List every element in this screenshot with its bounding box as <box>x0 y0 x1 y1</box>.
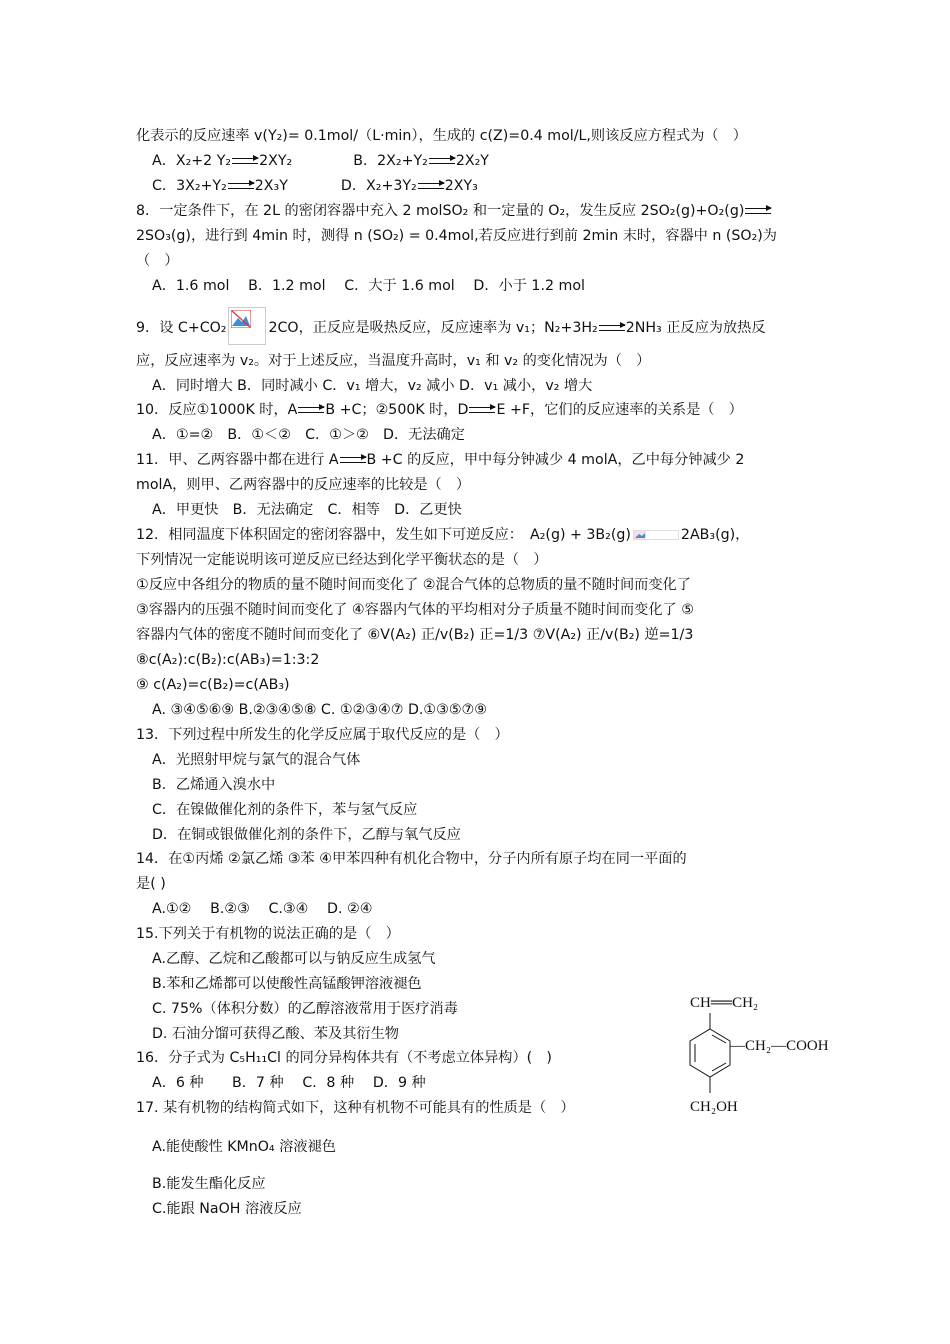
broken-image-icon <box>633 530 679 540</box>
q12-item-line3: ①反应中各组分的物质的量不随时间而变化了 ②混合气体的总物质的量不随时间而变化了 <box>136 577 691 593</box>
q13-stem: 13．下列过程中所发生的化学反应属于取代反应的是（ ） <box>136 727 509 743</box>
equilibrium-arrow-icon <box>745 207 771 215</box>
q16-stem: 16．分子式为 C₅H₁₁Cl 的同分异构体共有（不考虑立体异构）( ) <box>136 1050 552 1066</box>
q7-option-d: D．X₂+3Y₂ 2XY₃ <box>340 178 478 194</box>
q12-item-line7: ⑨ c(A₂)=c(B₂)=c(AB₃) <box>136 677 290 693</box>
q7-option-a: A．X₂+2 Y₂ 2XY₂ <box>152 153 293 169</box>
equilibrium-arrow-icon <box>469 406 495 414</box>
q9-options: A．同时增大 B．同时减小 C．v₁ 增大，v₂ 减小 D．v₁ 减小，v₂ 增大 <box>152 378 593 394</box>
q11-stem-line2: molA，则甲、乙两容器中的反应速率的比较是（ ） <box>136 477 471 493</box>
q7-options-row2 <box>152 176 478 196</box>
q14-stem-line2: 是( ) <box>136 876 166 892</box>
structural-formula <box>672 985 852 1125</box>
equilibrium-arrow-icon <box>429 157 455 165</box>
q15-option-b: B.苯和乙烯都可以使酸性高锰酸钾溶液褪色 <box>152 976 422 992</box>
q12-stem-line1: 12．相同温度下体积固定的密闭容器中，发生如下可逆反应： A₂(g) + 3B₂(g) 2AB₃(g)， <box>136 527 750 543</box>
q10-stem: 10．反应①1000K 时，A B +C；②500K 时，D E +F，它们的反应速率的关系是（ ） <box>136 402 743 418</box>
q8-stem-line3: （ ） <box>136 253 179 269</box>
equilibrium-arrow-icon <box>599 324 625 332</box>
q15-option-d: D. 石油分馏可获得乙酸、苯及其衍生物 <box>152 1026 399 1042</box>
q8-options: A．1.6 mol B．1.2 mol C．大于 1.6 mol D．小于 1.2 mol <box>152 278 585 294</box>
broken-image-icon <box>228 307 266 345</box>
q12-item-line6: ⑧c(A₂):c(B₂):c(AB₃)=1:3:2 <box>136 652 320 668</box>
equilibrium-arrow-icon <box>298 406 324 414</box>
q12-item-line5: 容器内气体的密度不随时间而变化了 ⑥V(A₂) 正/v(B₂) 正=1/3 ⑦V(A₂) 正/v(B₂) 逆=1/3 <box>136 627 694 643</box>
benzene-ring-icon <box>690 1029 730 1077</box>
q11-stem-line1: 11．甲、乙两容器中都在进行 A B +C 的反应，甲中每分钟减少 4 molA，乙中每分钟减少 2 <box>136 452 745 468</box>
q7-stem: 化表示的反应速率 v(Y₂)= 0.1mol/（L·min），生成的 c(Z)=0.4 mol/L,则该反应方程式为（ ） <box>136 128 747 144</box>
q13-option-c: C．在镍做催化剂的条件下，苯与氢气反应 <box>152 802 418 818</box>
q12-options: A. ③④⑤⑥⑨ B.②③④⑤⑧ C. ①②③④⑦ D.①③⑤⑦⑨ <box>152 702 487 718</box>
q11-options: A．甲更快 B．无法确定 C．相等 D．乙更快 <box>152 502 462 518</box>
q16-options: A．6 种 B．7 种 C．8 种 D．9 种 <box>152 1075 426 1091</box>
q12-stem-line2: 下列情况一定能说明该可逆反应已经达到化学平衡状态的是（ ） <box>136 552 548 568</box>
q7-options-row1 <box>152 151 489 171</box>
q15-stem: 15.下列关于有机物的说法正确的是（ ） <box>136 926 400 942</box>
q15-option-a: A.乙醇、乙烷和乙酸都可以与钠反应生成氢气 <box>152 951 436 967</box>
q10-options: A．①=② B．①＜② C．①＞② D．无法确定 <box>152 427 465 443</box>
molecule-right-group: —CH₂—COOH <box>730 1038 829 1054</box>
equilibrium-arrow-icon <box>228 182 254 190</box>
q14-options: A.①② B.②③ C.③④ D. ②④ <box>152 901 373 917</box>
q14-stem-line1: 14．在①丙烯 ②氯乙烯 ③苯 ④甲苯四种有机化合物中，分子内所有原子均在同一平面的 <box>136 851 687 867</box>
q13-option-b: B．乙烯通入溴水中 <box>152 777 276 793</box>
q7-option-b: B．2X₂+Y₂ 2X₂Y <box>353 153 489 169</box>
q12-item-line4: ③容器内的压强不随时间而变化了 ④容器内气体的平均相对分子质量不随时间而变化了 ⑤ <box>136 602 694 618</box>
q17-option-a: A.能使酸性 KMnO₄ 溶液褪色 <box>152 1139 336 1155</box>
q13-option-d: D．在铜或银做催化剂的条件下，乙醇与氧气反应 <box>152 827 461 843</box>
q9-stem-line2: 应，反应速率为 v₂。对于上述反应，当温度升高时，v₁ 和 v₂ 的变化情况为（ ） <box>136 353 651 369</box>
q9-stem-line1: 9．设 C+CO₂ 2CO，正反应是吸热反应，反应速率为 v₁；N₂+3H₂ 2NH₃ 正反应为放热反 <box>136 309 766 347</box>
q8-stem-line2: 2SO₃(g)，进行到 4min 时，测得 n (SO₂) = 0.4mol,若反应进行到前 2min 末时，容器中 n (SO₂)为 <box>136 228 777 244</box>
equilibrium-arrow-icon <box>418 182 444 190</box>
equilibrium-arrow-icon <box>340 456 366 464</box>
q15-option-c: C. 75%（体积分数）的乙醇溶液常用于医疗消毒 <box>152 1001 458 1017</box>
q7-option-c: C．3X₂+Y₂ 2X₃Y <box>152 178 288 194</box>
molecule-bottom-group: CH₂OH <box>690 1099 738 1115</box>
q17-option-b: B.能发生酯化反应 <box>152 1176 266 1192</box>
q17-option-c: C.能跟 NaOH 溶液反应 <box>152 1201 302 1217</box>
q13-option-a: A．光照射甲烷与氯气的混合气体 <box>152 752 361 768</box>
q17-stem: 17. 某有机物的结构简式如下，这种有机物不可能具有的性质是（ ） <box>136 1100 575 1116</box>
equilibrium-arrow-icon <box>232 157 258 165</box>
q8-stem-line1: 8．一定条件下，在 2L 的密闭容器中充入 2 molSO₂ 和一定量的 O₂，发生反应 2SO₂(g)+O₂(g) <box>136 201 772 221</box>
molecule-top-group: CH══CH₂ <box>690 995 759 1011</box>
